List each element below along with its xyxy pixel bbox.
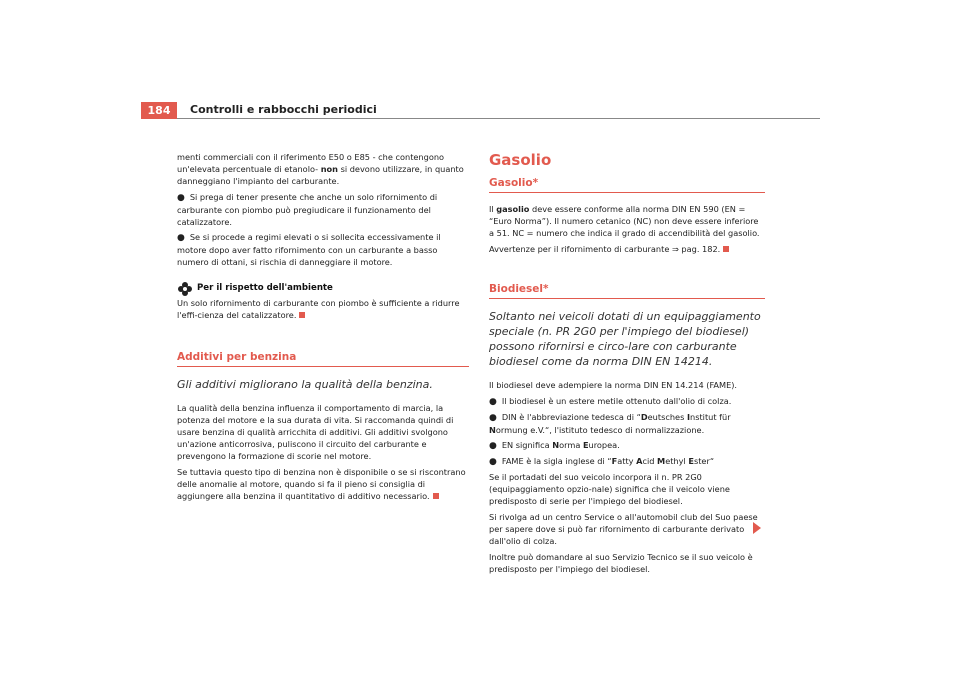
list-item-text: FAME è la sigla inglese di “ — [501, 456, 612, 466]
list-item-text: cid — [642, 456, 658, 466]
additivi-paragraph-1: La qualità della benzina influenza il comportamento di marcia, la potenza del motore e la sua durata di vita. Si raccomanda quindi di usare benzina di qualità arricchita di additivi. Gli additivi svolgono un'azione anticorrosiva, puliscono il circuito del carburante e prevengono la formazione di scorie nel motore. — [177, 403, 454, 461]
section-rule — [177, 366, 469, 367]
fuel-refill-link-text: Avvertenze per il rifornimento di carburante ⇒ pag. 182. — [489, 244, 721, 254]
environment-note-text — [177, 297, 469, 321]
environment-note-title: Per il rispetto dell'ambiente — [197, 283, 333, 293]
environment-note-body: Un solo rifornimento di carburante con piombo è sufficiente a ridurre l'effi-cienza del catalizzatore. — [177, 298, 460, 320]
section-heading-gasolio: Gasolio* — [489, 177, 539, 189]
header-rule — [177, 118, 820, 119]
environment-note-header — [177, 281, 469, 297]
list-item-text: EN significa — [501, 440, 553, 450]
gasolio-text-post: deve essere conforme alla norma DIN EN 590 (EN = “Euro Norma”). Il numero cetanico (NC) non deve essere inferiore a 51. NC = numero che indica il grado di accendibilità del gasolio. — [489, 204, 760, 238]
list-item-text: Si prega di tener presente che anche un solo rifornimento di carburante con piombo può pregiudicare il funzionamento del catalizzatore. — [177, 192, 438, 227]
page-header-title: Controlli e rabbocchi periodici — [190, 103, 377, 116]
square-end-icon — [723, 246, 729, 252]
list-item-text: eutsches — [647, 412, 687, 422]
section-heading-biodiesel: Biodiesel* — [489, 283, 549, 295]
bullet-icon: ● — [177, 233, 185, 243]
list-item-text: orma — [559, 440, 583, 450]
letter-bold: E — [582, 440, 589, 450]
biodiesel-paragraph-2: Se il portadati del suo veicolo incorpora il n. PR 2G0 (equipaggiamento opzio-nale) significa che il veicolo viene predisposto di serie per l'impiego del biodiesel. — [489, 472, 730, 506]
list-item-text: ormung e.V.“, l'istituto tedesco di normalizzazione. — [495, 425, 705, 435]
list-item-text: atty — [617, 456, 637, 466]
bullet-icon: ● — [489, 441, 497, 451]
list-item — [177, 191, 469, 228]
list-item-text: DIN è l'abbreviazione tedesca di “ — [501, 412, 641, 422]
gasolio-text-bold: gasolio — [496, 204, 530, 214]
list-item — [489, 455, 765, 468]
intro-text-pre: menti commerciali con il riferimento E50 o E85 - che contengono un'elevata percentuale di etanolo- — [177, 152, 445, 174]
gasolio-paragraph-2 — [489, 243, 765, 255]
list-item-text: ster“ — [693, 456, 715, 466]
section-heading-additivi: Additivi per benzina — [177, 351, 297, 363]
intro-text-post: si devono utilizzare, in quanto danneggiano l'impianto del carburante. — [177, 164, 464, 186]
list-item — [177, 231, 469, 268]
triangle-right-icon — [753, 522, 761, 534]
letter-bold: D — [640, 412, 648, 422]
bullet-icon: ● — [177, 193, 185, 203]
bullet-icon: ● — [489, 413, 497, 423]
list-item — [489, 395, 765, 408]
section-lead-biodiesel: Soltanto nei veicoli dotati di un equipaggiamento speciale (n. PR 2G0 per l'impiego del biodiesel) possono rifornirsi e circo-lare con carburante biodiesel come da norma DIN EN 14214. — [489, 310, 761, 368]
gasolio-text-pre: Il — [489, 204, 497, 214]
biodiesel-paragraph-1: Il biodiesel deve adempiere la norma DIN EN 14.214 (FAME). — [489, 380, 738, 390]
additivi-paragraph-2 — [177, 466, 469, 502]
list-item-text: Se si procede a regimi elevati o si sollecita eccessivamente il motore dopo aver fatto rifornimento con un carburante a basso numero di ottani, si rischia di danneggiare il motore. — [177, 232, 441, 267]
list-item-text: ethyl — [665, 456, 689, 466]
letter-bold: F — [611, 456, 618, 466]
letter-bold: N — [552, 440, 560, 450]
flower-icon — [177, 281, 193, 297]
page-number: 184 — [141, 102, 177, 119]
right-column — [489, 151, 765, 579]
bullet-icon: ● — [489, 397, 497, 407]
gasolio-paragraph-1 — [489, 203, 765, 239]
letter-bold: I — [686, 412, 690, 422]
letter-bold: N — [489, 425, 496, 435]
list-item — [489, 439, 765, 452]
left-column — [177, 151, 469, 506]
section-rule — [489, 192, 765, 193]
section-rule — [489, 298, 765, 299]
list-item-text: uropea. — [588, 440, 620, 450]
square-end-icon — [299, 312, 305, 318]
list-item — [489, 411, 765, 436]
square-end-icon — [433, 493, 439, 499]
biodiesel-paragraph-3: Si rivolga ad un centro Service o all'automobil club del Suo paese per sapere dove si può far rifornimento di carburante derivato dall'olio di colza. — [489, 512, 758, 546]
intro-paragraph — [177, 151, 469, 187]
bullet-icon: ● — [489, 457, 497, 467]
intro-text-bold: non — [320, 164, 338, 174]
letter-bold: E — [688, 456, 694, 466]
section-lead-additivi: Gli additivi migliorano la qualità della benzina. — [177, 378, 433, 391]
list-item-text: nstitut für — [690, 412, 731, 422]
chapter-title-gasolio: Gasolio — [489, 151, 552, 169]
additivi-paragraph-2-text: Se tuttavia questo tipo di benzina non è disponibile o se si riscontrano delle anomalie al motore, quando si fa il pieno si consiglia di aggiungere alla benzina il quantitativo di additivo necessario. — [177, 467, 466, 501]
letter-bold: M — [657, 456, 666, 466]
list-item-text: Il biodiesel è un estere metile ottenuto dall'olio di colza. — [501, 396, 732, 406]
biodiesel-paragraph-4: Inoltre può domandare al suo Servizio Tecnico se il suo veicolo è predisposto per l'impiego del biodiesel. — [489, 552, 753, 574]
letter-bold: A — [636, 456, 643, 466]
